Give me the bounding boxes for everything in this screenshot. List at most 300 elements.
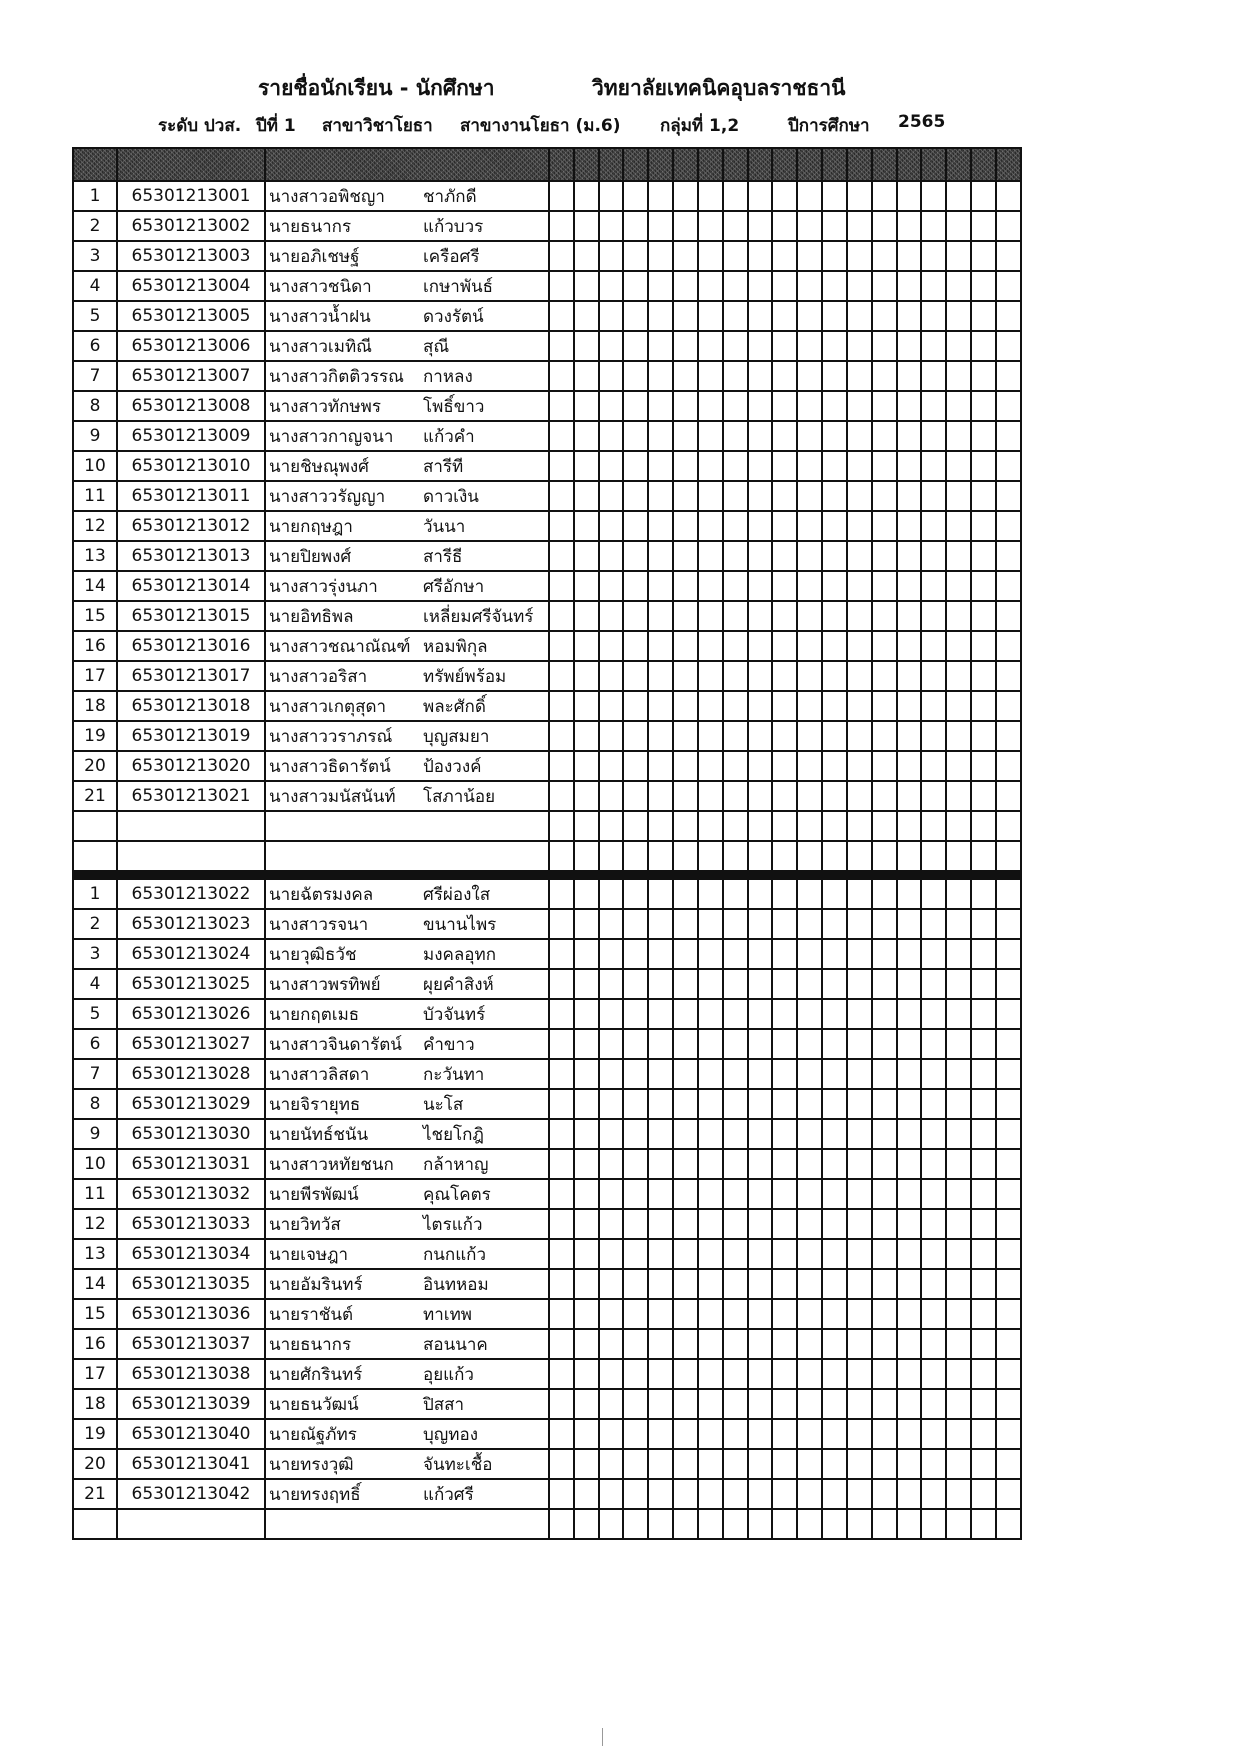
check-cell[interactable] bbox=[897, 1179, 922, 1209]
check-cell[interactable] bbox=[748, 241, 773, 271]
check-cell[interactable] bbox=[847, 511, 872, 541]
check-cell[interactable] bbox=[971, 721, 996, 751]
check-cell[interactable] bbox=[797, 421, 822, 451]
check-cell[interactable] bbox=[748, 571, 773, 601]
check-cell[interactable] bbox=[822, 781, 847, 811]
check-cell[interactable] bbox=[946, 841, 971, 871]
check-cell[interactable] bbox=[648, 1479, 673, 1509]
check-cell[interactable] bbox=[946, 1209, 971, 1239]
check-cell[interactable] bbox=[648, 841, 673, 871]
check-cell[interactable] bbox=[946, 1149, 971, 1179]
check-cell[interactable] bbox=[897, 691, 922, 721]
check-cell[interactable] bbox=[549, 1239, 574, 1269]
check-cell[interactable] bbox=[971, 601, 996, 631]
check-cell[interactable] bbox=[574, 631, 599, 661]
check-cell[interactable] bbox=[772, 421, 797, 451]
check-cell[interactable] bbox=[574, 969, 599, 999]
check-cell[interactable] bbox=[723, 1359, 748, 1389]
check-cell[interactable] bbox=[946, 391, 971, 421]
check-cell[interactable] bbox=[698, 1299, 723, 1329]
check-cell[interactable] bbox=[648, 1239, 673, 1269]
check-cell[interactable] bbox=[574, 811, 599, 841]
check-cell[interactable] bbox=[748, 661, 773, 691]
check-cell[interactable] bbox=[599, 511, 624, 541]
check-cell[interactable] bbox=[574, 571, 599, 601]
check-cell[interactable] bbox=[599, 841, 624, 871]
check-cell[interactable] bbox=[549, 181, 574, 211]
check-cell[interactable] bbox=[921, 451, 946, 481]
check-cell[interactable] bbox=[921, 1149, 946, 1179]
check-cell[interactable] bbox=[599, 451, 624, 481]
check-cell[interactable] bbox=[623, 481, 648, 511]
check-cell[interactable] bbox=[897, 601, 922, 631]
check-cell[interactable] bbox=[599, 1449, 624, 1479]
check-cell[interactable] bbox=[723, 879, 748, 909]
check-cell[interactable] bbox=[971, 661, 996, 691]
check-cell[interactable] bbox=[897, 1419, 922, 1449]
check-cell[interactable] bbox=[822, 1179, 847, 1209]
check-cell[interactable] bbox=[599, 909, 624, 939]
check-cell[interactable] bbox=[897, 1479, 922, 1509]
check-cell[interactable] bbox=[698, 1389, 723, 1419]
check-cell[interactable] bbox=[921, 391, 946, 421]
check-cell[interactable] bbox=[946, 1179, 971, 1209]
check-cell[interactable] bbox=[822, 939, 847, 969]
check-cell[interactable] bbox=[996, 601, 1021, 631]
check-cell[interactable] bbox=[549, 939, 574, 969]
check-cell[interactable] bbox=[772, 301, 797, 331]
check-cell[interactable] bbox=[946, 999, 971, 1029]
check-cell[interactable] bbox=[623, 1239, 648, 1269]
check-cell[interactable] bbox=[847, 1269, 872, 1299]
check-cell[interactable] bbox=[574, 751, 599, 781]
check-cell[interactable] bbox=[872, 1359, 897, 1389]
check-cell[interactable] bbox=[698, 421, 723, 451]
check-cell[interactable] bbox=[946, 1119, 971, 1149]
check-cell[interactable] bbox=[723, 541, 748, 571]
check-cell[interactable] bbox=[921, 1359, 946, 1389]
check-cell[interactable] bbox=[897, 271, 922, 301]
check-cell[interactable] bbox=[822, 481, 847, 511]
check-cell[interactable] bbox=[797, 661, 822, 691]
check-cell[interactable] bbox=[723, 969, 748, 999]
check-cell[interactable] bbox=[772, 1089, 797, 1119]
check-cell[interactable] bbox=[723, 1149, 748, 1179]
check-cell[interactable] bbox=[822, 391, 847, 421]
check-cell[interactable] bbox=[599, 1269, 624, 1299]
check-cell[interactable] bbox=[549, 879, 574, 909]
check-cell[interactable] bbox=[772, 1029, 797, 1059]
check-cell[interactable] bbox=[946, 1299, 971, 1329]
check-cell[interactable] bbox=[748, 1269, 773, 1299]
check-cell[interactable] bbox=[996, 661, 1021, 691]
check-cell[interactable] bbox=[897, 1029, 922, 1059]
check-cell[interactable] bbox=[946, 601, 971, 631]
check-cell[interactable] bbox=[574, 1059, 599, 1089]
check-cell[interactable] bbox=[847, 841, 872, 871]
check-cell[interactable] bbox=[847, 1059, 872, 1089]
check-cell[interactable] bbox=[698, 301, 723, 331]
check-cell[interactable] bbox=[623, 181, 648, 211]
check-cell[interactable] bbox=[648, 1119, 673, 1149]
check-cell[interactable] bbox=[897, 1059, 922, 1089]
check-cell[interactable] bbox=[847, 969, 872, 999]
check-cell[interactable] bbox=[623, 691, 648, 721]
check-cell[interactable] bbox=[599, 969, 624, 999]
check-cell[interactable] bbox=[549, 691, 574, 721]
check-cell[interactable] bbox=[574, 181, 599, 211]
check-cell[interactable] bbox=[748, 1029, 773, 1059]
check-cell[interactable] bbox=[648, 969, 673, 999]
check-cell[interactable] bbox=[897, 241, 922, 271]
check-cell[interactable] bbox=[772, 1269, 797, 1299]
check-cell[interactable] bbox=[946, 451, 971, 481]
check-cell[interactable] bbox=[673, 1119, 698, 1149]
check-cell[interactable] bbox=[549, 751, 574, 781]
check-cell[interactable] bbox=[549, 721, 574, 751]
check-cell[interactable] bbox=[772, 751, 797, 781]
check-cell[interactable] bbox=[797, 241, 822, 271]
check-cell[interactable] bbox=[921, 601, 946, 631]
check-cell[interactable] bbox=[872, 721, 897, 751]
check-cell[interactable] bbox=[574, 661, 599, 691]
check-cell[interactable] bbox=[772, 969, 797, 999]
check-cell[interactable] bbox=[872, 301, 897, 331]
check-cell[interactable] bbox=[623, 1029, 648, 1059]
check-cell[interactable] bbox=[921, 571, 946, 601]
check-cell[interactable] bbox=[574, 721, 599, 751]
check-cell[interactable] bbox=[822, 879, 847, 909]
check-cell[interactable] bbox=[847, 1299, 872, 1329]
check-cell[interactable] bbox=[673, 211, 698, 241]
check-cell[interactable] bbox=[847, 1479, 872, 1509]
check-cell[interactable] bbox=[872, 1059, 897, 1089]
check-cell[interactable] bbox=[574, 1119, 599, 1149]
check-cell[interactable] bbox=[996, 721, 1021, 751]
check-cell[interactable] bbox=[574, 541, 599, 571]
check-cell[interactable] bbox=[971, 1509, 996, 1539]
check-cell[interactable] bbox=[748, 879, 773, 909]
check-cell[interactable] bbox=[599, 1089, 624, 1119]
check-cell[interactable] bbox=[648, 1389, 673, 1419]
check-cell[interactable] bbox=[673, 1419, 698, 1449]
check-cell[interactable] bbox=[623, 571, 648, 601]
check-cell[interactable] bbox=[623, 751, 648, 781]
check-cell[interactable] bbox=[772, 631, 797, 661]
check-cell[interactable] bbox=[698, 1149, 723, 1179]
check-cell[interactable] bbox=[673, 1209, 698, 1239]
check-cell[interactable] bbox=[822, 541, 847, 571]
check-cell[interactable] bbox=[574, 1269, 599, 1299]
check-cell[interactable] bbox=[921, 541, 946, 571]
check-cell[interactable] bbox=[897, 879, 922, 909]
check-cell[interactable] bbox=[996, 331, 1021, 361]
check-cell[interactable] bbox=[623, 331, 648, 361]
check-cell[interactable] bbox=[673, 481, 698, 511]
check-cell[interactable] bbox=[847, 391, 872, 421]
check-cell[interactable] bbox=[872, 1389, 897, 1419]
check-cell[interactable] bbox=[996, 451, 1021, 481]
check-cell[interactable] bbox=[946, 1029, 971, 1059]
check-cell[interactable] bbox=[996, 1509, 1021, 1539]
check-cell[interactable] bbox=[822, 631, 847, 661]
check-cell[interactable] bbox=[847, 1149, 872, 1179]
check-cell[interactable] bbox=[946, 181, 971, 211]
check-cell[interactable] bbox=[723, 511, 748, 541]
check-cell[interactable] bbox=[847, 331, 872, 361]
check-cell[interactable] bbox=[748, 1149, 773, 1179]
check-cell[interactable] bbox=[897, 331, 922, 361]
check-cell[interactable] bbox=[822, 241, 847, 271]
check-cell[interactable] bbox=[549, 301, 574, 331]
check-cell[interactable] bbox=[996, 1239, 1021, 1269]
check-cell[interactable] bbox=[946, 1329, 971, 1359]
check-cell[interactable] bbox=[723, 1449, 748, 1479]
check-cell[interactable] bbox=[599, 781, 624, 811]
check-cell[interactable] bbox=[822, 1509, 847, 1539]
check-cell[interactable] bbox=[847, 541, 872, 571]
check-cell[interactable] bbox=[847, 1089, 872, 1119]
check-cell[interactable] bbox=[748, 781, 773, 811]
check-cell[interactable] bbox=[921, 331, 946, 361]
check-cell[interactable] bbox=[648, 1419, 673, 1449]
check-cell[interactable] bbox=[698, 1359, 723, 1389]
check-cell[interactable] bbox=[698, 481, 723, 511]
check-cell[interactable] bbox=[946, 909, 971, 939]
check-cell[interactable] bbox=[648, 421, 673, 451]
check-cell[interactable] bbox=[946, 811, 971, 841]
check-cell[interactable] bbox=[623, 1509, 648, 1539]
check-cell[interactable] bbox=[797, 841, 822, 871]
check-cell[interactable] bbox=[946, 1509, 971, 1539]
check-cell[interactable] bbox=[971, 841, 996, 871]
check-cell[interactable] bbox=[797, 721, 822, 751]
check-cell[interactable] bbox=[971, 879, 996, 909]
check-cell[interactable] bbox=[971, 691, 996, 721]
check-cell[interactable] bbox=[748, 1359, 773, 1389]
check-cell[interactable] bbox=[847, 1329, 872, 1359]
check-cell[interactable] bbox=[698, 541, 723, 571]
check-cell[interactable] bbox=[921, 1059, 946, 1089]
check-cell[interactable] bbox=[772, 999, 797, 1029]
check-cell[interactable] bbox=[872, 1419, 897, 1449]
check-cell[interactable] bbox=[797, 969, 822, 999]
check-cell[interactable] bbox=[549, 361, 574, 391]
check-cell[interactable] bbox=[549, 601, 574, 631]
check-cell[interactable] bbox=[996, 811, 1021, 841]
check-cell[interactable] bbox=[574, 451, 599, 481]
check-cell[interactable] bbox=[599, 1029, 624, 1059]
check-cell[interactable] bbox=[921, 361, 946, 391]
check-cell[interactable] bbox=[748, 1059, 773, 1089]
check-cell[interactable] bbox=[723, 1389, 748, 1419]
check-cell[interactable] bbox=[748, 541, 773, 571]
check-cell[interactable] bbox=[698, 1269, 723, 1299]
check-cell[interactable] bbox=[971, 1299, 996, 1329]
check-cell[interactable] bbox=[822, 571, 847, 601]
check-cell[interactable] bbox=[872, 241, 897, 271]
check-cell[interactable] bbox=[847, 301, 872, 331]
check-cell[interactable] bbox=[971, 361, 996, 391]
check-cell[interactable] bbox=[822, 271, 847, 301]
check-cell[interactable] bbox=[921, 969, 946, 999]
check-cell[interactable] bbox=[549, 1479, 574, 1509]
check-cell[interactable] bbox=[698, 331, 723, 361]
check-cell[interactable] bbox=[996, 691, 1021, 721]
check-cell[interactable] bbox=[996, 939, 1021, 969]
check-cell[interactable] bbox=[698, 661, 723, 691]
check-cell[interactable] bbox=[673, 181, 698, 211]
check-cell[interactable] bbox=[946, 1479, 971, 1509]
check-cell[interactable] bbox=[971, 211, 996, 241]
check-cell[interactable] bbox=[599, 1149, 624, 1179]
check-cell[interactable] bbox=[599, 601, 624, 631]
check-cell[interactable] bbox=[698, 1179, 723, 1209]
check-cell[interactable] bbox=[574, 391, 599, 421]
check-cell[interactable] bbox=[921, 271, 946, 301]
check-cell[interactable] bbox=[549, 211, 574, 241]
check-cell[interactable] bbox=[797, 1449, 822, 1479]
check-cell[interactable] bbox=[772, 1479, 797, 1509]
check-cell[interactable] bbox=[971, 541, 996, 571]
check-cell[interactable] bbox=[723, 1329, 748, 1359]
check-cell[interactable] bbox=[946, 301, 971, 331]
check-cell[interactable] bbox=[723, 181, 748, 211]
check-cell[interactable] bbox=[897, 841, 922, 871]
check-cell[interactable] bbox=[748, 421, 773, 451]
check-cell[interactable] bbox=[897, 511, 922, 541]
check-cell[interactable] bbox=[673, 691, 698, 721]
check-cell[interactable] bbox=[822, 1389, 847, 1419]
check-cell[interactable] bbox=[648, 1359, 673, 1389]
check-cell[interactable] bbox=[872, 331, 897, 361]
check-cell[interactable] bbox=[872, 1449, 897, 1479]
check-cell[interactable] bbox=[847, 271, 872, 301]
check-cell[interactable] bbox=[599, 661, 624, 691]
check-cell[interactable] bbox=[723, 1089, 748, 1119]
check-cell[interactable] bbox=[648, 541, 673, 571]
check-cell[interactable] bbox=[648, 1329, 673, 1359]
check-cell[interactable] bbox=[648, 361, 673, 391]
check-cell[interactable] bbox=[723, 601, 748, 631]
check-cell[interactable] bbox=[897, 969, 922, 999]
check-cell[interactable] bbox=[723, 1299, 748, 1329]
check-cell[interactable] bbox=[872, 781, 897, 811]
check-cell[interactable] bbox=[897, 1239, 922, 1269]
check-cell[interactable] bbox=[921, 1299, 946, 1329]
check-cell[interactable] bbox=[549, 1179, 574, 1209]
check-cell[interactable] bbox=[996, 1479, 1021, 1509]
check-cell[interactable] bbox=[623, 721, 648, 751]
check-cell[interactable] bbox=[748, 301, 773, 331]
check-cell[interactable] bbox=[772, 511, 797, 541]
check-cell[interactable] bbox=[996, 1389, 1021, 1419]
check-cell[interactable] bbox=[772, 1299, 797, 1329]
check-cell[interactable] bbox=[847, 691, 872, 721]
check-cell[interactable] bbox=[822, 181, 847, 211]
check-cell[interactable] bbox=[822, 451, 847, 481]
check-cell[interactable] bbox=[847, 1209, 872, 1239]
check-cell[interactable] bbox=[748, 1329, 773, 1359]
check-cell[interactable] bbox=[897, 631, 922, 661]
check-cell[interactable] bbox=[549, 909, 574, 939]
check-cell[interactable] bbox=[897, 751, 922, 781]
check-cell[interactable] bbox=[822, 999, 847, 1029]
check-cell[interactable] bbox=[623, 841, 648, 871]
check-cell[interactable] bbox=[574, 1179, 599, 1209]
check-cell[interactable] bbox=[822, 421, 847, 451]
check-cell[interactable] bbox=[996, 1179, 1021, 1209]
check-cell[interactable] bbox=[872, 1149, 897, 1179]
check-cell[interactable] bbox=[872, 541, 897, 571]
check-cell[interactable] bbox=[822, 361, 847, 391]
check-cell[interactable] bbox=[921, 721, 946, 751]
check-cell[interactable] bbox=[648, 511, 673, 541]
check-cell[interactable] bbox=[599, 1119, 624, 1149]
check-cell[interactable] bbox=[648, 391, 673, 421]
check-cell[interactable] bbox=[772, 781, 797, 811]
check-cell[interactable] bbox=[723, 1059, 748, 1089]
check-cell[interactable] bbox=[971, 751, 996, 781]
check-cell[interactable] bbox=[623, 1059, 648, 1089]
check-cell[interactable] bbox=[574, 879, 599, 909]
check-cell[interactable] bbox=[748, 721, 773, 751]
check-cell[interactable] bbox=[996, 1059, 1021, 1089]
check-cell[interactable] bbox=[599, 1179, 624, 1209]
check-cell[interactable] bbox=[946, 631, 971, 661]
check-cell[interactable] bbox=[623, 211, 648, 241]
check-cell[interactable] bbox=[996, 301, 1021, 331]
check-cell[interactable] bbox=[897, 1209, 922, 1239]
check-cell[interactable] bbox=[574, 999, 599, 1029]
check-cell[interactable] bbox=[549, 571, 574, 601]
check-cell[interactable] bbox=[872, 421, 897, 451]
check-cell[interactable] bbox=[599, 1299, 624, 1329]
check-cell[interactable] bbox=[971, 271, 996, 301]
check-cell[interactable] bbox=[822, 969, 847, 999]
check-cell[interactable] bbox=[549, 999, 574, 1029]
check-cell[interactable] bbox=[772, 691, 797, 721]
check-cell[interactable] bbox=[723, 271, 748, 301]
check-cell[interactable] bbox=[822, 1329, 847, 1359]
check-cell[interactable] bbox=[623, 1149, 648, 1179]
check-cell[interactable] bbox=[574, 211, 599, 241]
check-cell[interactable] bbox=[797, 391, 822, 421]
check-cell[interactable] bbox=[673, 541, 698, 571]
check-cell[interactable] bbox=[698, 571, 723, 601]
check-cell[interactable] bbox=[946, 969, 971, 999]
check-cell[interactable] bbox=[723, 1179, 748, 1209]
check-cell[interactable] bbox=[723, 1029, 748, 1059]
check-cell[interactable] bbox=[822, 1209, 847, 1239]
check-cell[interactable] bbox=[797, 1089, 822, 1119]
check-cell[interactable] bbox=[897, 301, 922, 331]
check-cell[interactable] bbox=[822, 1449, 847, 1479]
check-cell[interactable] bbox=[772, 1449, 797, 1479]
check-cell[interactable] bbox=[673, 241, 698, 271]
check-cell[interactable] bbox=[872, 1269, 897, 1299]
check-cell[interactable] bbox=[772, 1119, 797, 1149]
check-cell[interactable] bbox=[698, 841, 723, 871]
check-cell[interactable] bbox=[921, 1509, 946, 1539]
check-cell[interactable] bbox=[599, 631, 624, 661]
check-cell[interactable] bbox=[822, 691, 847, 721]
check-cell[interactable] bbox=[574, 1389, 599, 1419]
check-cell[interactable] bbox=[648, 181, 673, 211]
check-cell[interactable] bbox=[673, 451, 698, 481]
check-cell[interactable] bbox=[847, 1509, 872, 1539]
check-cell[interactable] bbox=[897, 1269, 922, 1299]
